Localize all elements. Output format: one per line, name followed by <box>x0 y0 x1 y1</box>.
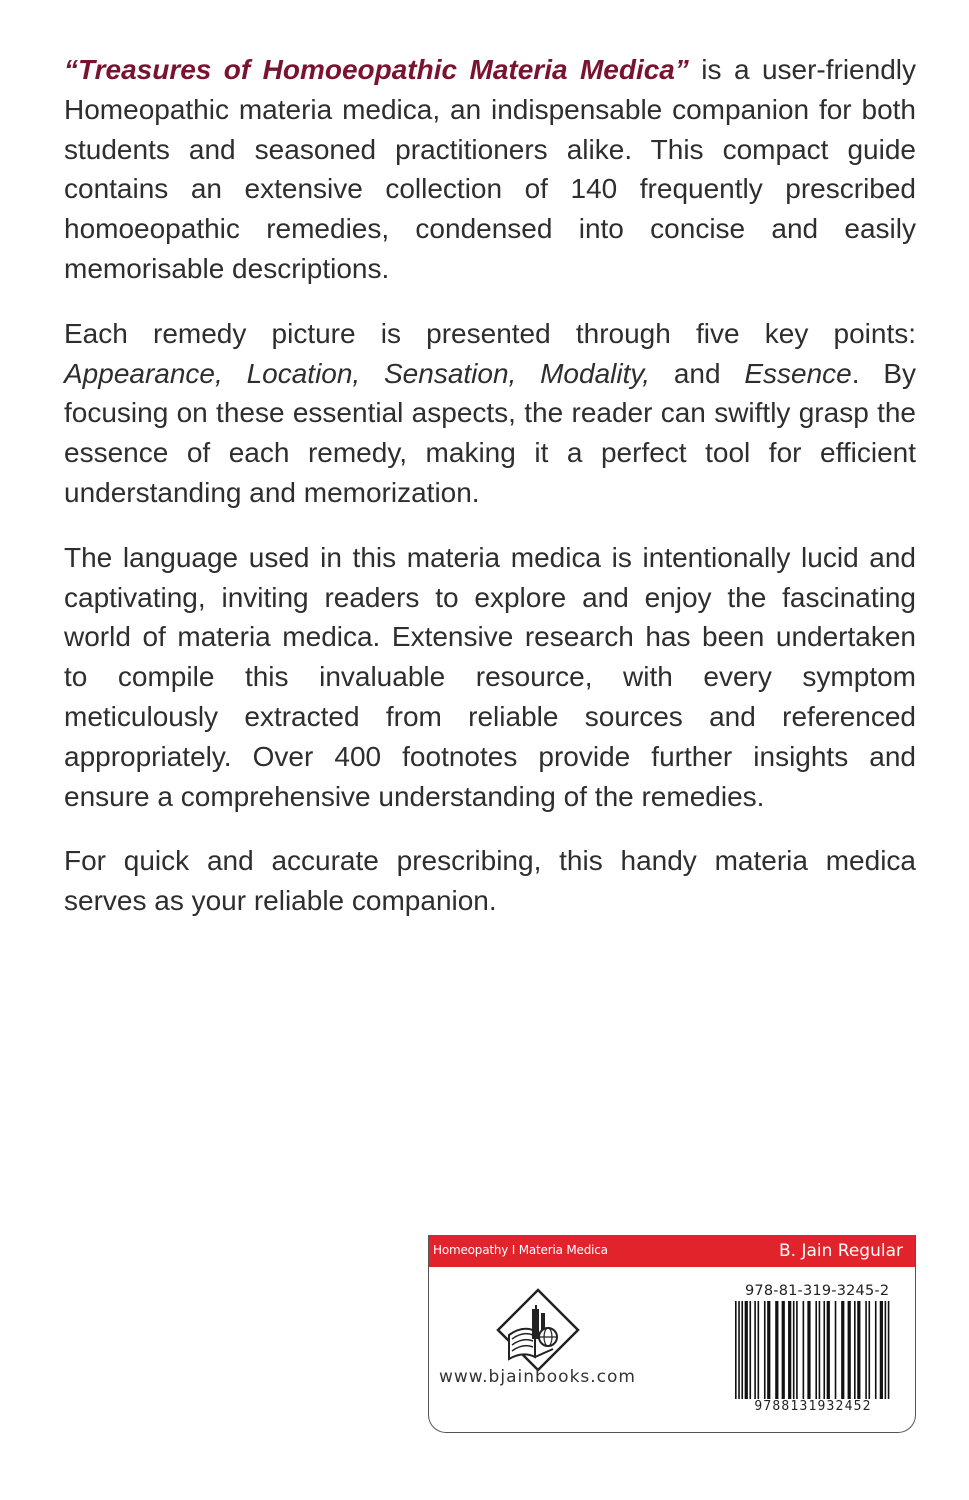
series-label: B. Jain Regular <box>778 1241 903 1261</box>
category-bar <box>429 1235 915 1267</box>
publisher-website: www.bjainbooks.com <box>439 1367 636 1387</box>
barcode-bar <box>885 1301 887 1411</box>
barcode-bar <box>888 1301 890 1411</box>
blurb-paragraph-2-text: . By focusing on these essential aspects, the reader can swiftly grasp the essence of each remedy, making it a perfect tool for efficient understanding and memorization. <box>64 357 917 508</box>
isbn-number: 978-81-319-3245-2 <box>745 1283 890 1299</box>
category-label: Homeopathy I Materia Medica <box>433 1243 608 1257</box>
barcode-bar <box>738 1301 740 1411</box>
barcode-bar <box>803 1301 805 1411</box>
barcode-bar <box>848 1301 851 1411</box>
barcode-bar <box>841 1301 844 1411</box>
barcode-bar <box>782 1301 785 1411</box>
barcode-bar <box>815 1301 817 1411</box>
barcode-bar <box>868 1301 870 1411</box>
barcode-bar <box>735 1301 737 1411</box>
blurb-paragraph-1-text: is a user-friendly Homeopathic materia medica, an indispensable companion for both students and seasoned practitioners alike. This compact guide contains an extensive collection of 140 frequently prescribed homoeopathic remedies, condensed into concise and easily memorisable descriptions. <box>64 54 916 284</box>
blurb-paragraph-4: For quick and accurate prescribing, this handy materia medica serves as your reliable companion. <box>64 845 916 917</box>
barcode-bar <box>835 1301 837 1411</box>
blurb-paragraph-2 <box>64 314 916 513</box>
barcode-bar <box>793 1301 795 1411</box>
barcode-bar <box>775 1301 778 1411</box>
barcode-bar <box>796 1301 798 1411</box>
cover-blurb <box>64 50 916 946</box>
barcode-bar <box>807 1301 810 1411</box>
barcode-bar <box>854 1301 856 1411</box>
barcode-bar <box>788 1301 791 1411</box>
barcode-bar <box>865 1301 867 1411</box>
key-points-list: Appearance, Location, Sensation, Modality, <box>64 357 651 389</box>
blurb-paragraph-2-and: and <box>650 357 745 389</box>
barcode-bar <box>749 1301 751 1411</box>
blurb-paragraph-3: The language used in this materia medica is intentionally lucid and captivating, inviting readers to explore and enjoy the fascinating world of materia medica. Extensive research has been undertaken to compile this invaluable resource, with every symptom meticulously extracted from reliable sources and referenced appropriately. Over 400 footnotes provide further insights and ensure a comprehensive understanding of the remedies. <box>64 541 916 812</box>
barcode-bar <box>745 1301 748 1411</box>
book-title: Treasures of Homoeopathic Materia Medica <box>78 54 675 85</box>
barcode-bar <box>764 1301 766 1411</box>
barcode-bar <box>875 1301 877 1411</box>
isbn-barcode <box>733 1301 893 1411</box>
publisher-info-box <box>428 1235 916 1433</box>
book-title-close-quote: ” <box>674 54 689 85</box>
barcode-bar <box>767 1301 770 1411</box>
barcode-digits: 9788131932452 <box>733 1399 893 1414</box>
barcode-bar <box>823 1301 825 1411</box>
barcode-bar <box>758 1301 760 1411</box>
publisher-logo-icon <box>495 1287 581 1373</box>
barcode-bar <box>857 1301 860 1411</box>
barcode-bar <box>754 1301 756 1411</box>
key-point-essence: Essence <box>744 357 852 389</box>
barcode-bar <box>827 1301 830 1411</box>
barcode-bar <box>880 1301 883 1411</box>
blurb-paragraph-2-intro: Each remedy picture is presented through five key points: <box>64 317 916 349</box>
barcode-bar <box>741 1301 743 1411</box>
book-title-open-quote: “ <box>64 54 78 85</box>
barcode-bar <box>819 1301 821 1411</box>
blurb-paragraph-1 <box>64 50 916 289</box>
